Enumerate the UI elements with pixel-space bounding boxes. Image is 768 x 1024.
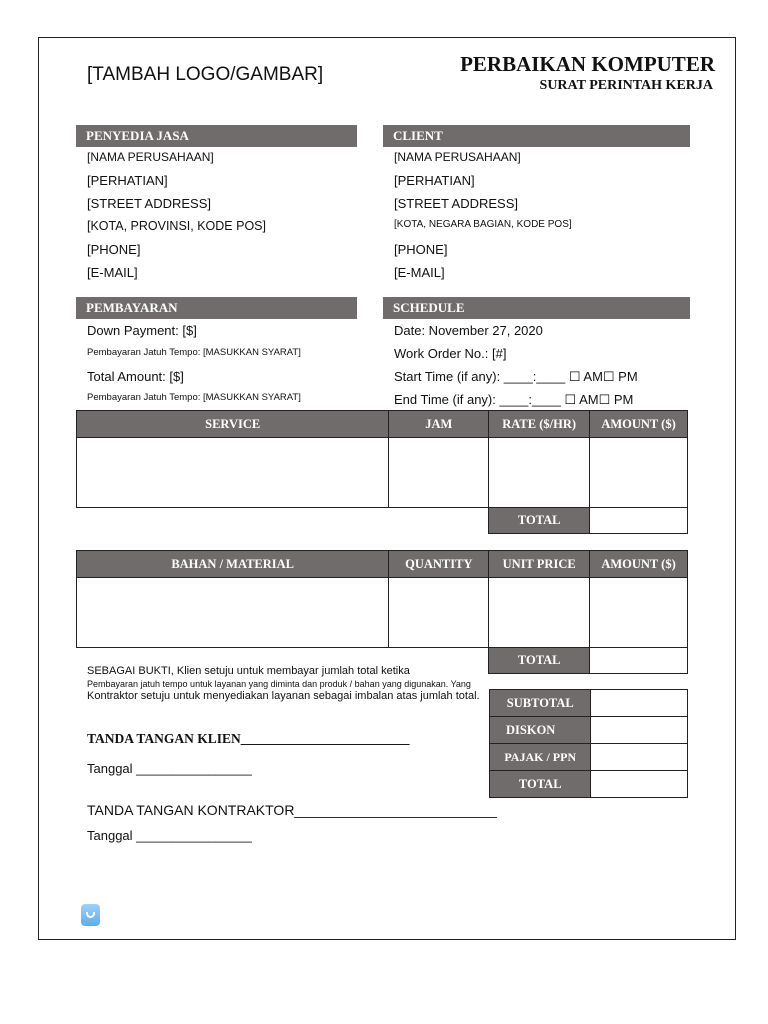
client-heading: CLIENT [383,125,690,147]
unit-price-header: UNIT PRICE [489,551,590,578]
diskon-label: DISKON [490,717,591,744]
material-amount-cell[interactable] [590,578,688,648]
client-signature-line[interactable]: TANDA TANGAN KLIEN_________________________ [87,731,410,746]
client-company[interactable]: [NAMA PERUSAHAAN] [394,150,521,164]
total-amount[interactable]: Total Amount: [$] [87,369,184,384]
provider-city[interactable]: [KOTA, PROVINSI, KODE POS] [87,219,266,233]
agreement-line-2: Pembayaran jatuh tempo untuk layanan yang diminta dan produk / bahan yang digunakan. Yang [87,679,471,689]
material-total-label: TOTAL [489,648,590,674]
material-table [76,550,688,674]
unit-price-cell[interactable] [489,578,590,648]
subtotal-label: SUBTOTAL [490,690,591,717]
work-order-page [38,37,736,940]
diskon-value[interactable] [591,717,688,744]
client-phone[interactable]: [PHONE] [394,242,448,257]
quantity-header: QUANTITY [389,551,489,578]
document-title: PERBAIKAN KOMPUTER [460,52,715,76]
start-time[interactable]: Start Time (if any): ____:____ ☐ AM☐ PM [394,369,638,384]
provider-email[interactable]: [E-MAIL] [87,265,138,280]
payment-due-1[interactable]: Pembayaran Jatuh Tempo: [MASUKKAN SYARAT] [87,347,301,358]
material-cell[interactable] [77,578,389,648]
end-time[interactable]: End Time (if any): ____:____ ☐ AM☐ PM [394,392,634,407]
provider-heading: PENYEDIA JASA [76,125,357,147]
service-cell[interactable] [77,438,389,508]
service-table [76,410,688,534]
down-payment[interactable]: Down Payment: [$] [87,323,197,338]
document-subtitle: SURAT PERINTAH KERJA [539,78,713,93]
subtotal-value[interactable] [591,690,688,717]
provider-phone[interactable]: [PHONE] [87,242,141,257]
rate-cell[interactable] [489,438,590,508]
payment-heading: PEMBAYARAN [76,297,357,319]
app-badge-icon[interactable] [81,904,100,926]
pajak-label: PAJAK / PPN [490,744,591,771]
provider-attention[interactable]: [PERHATIAN] [87,173,168,188]
material-header: BAHAN / MATERIAL [77,551,389,578]
service-total-value[interactable] [590,508,688,534]
provider-street[interactable]: [STREET ADDRESS] [87,196,212,211]
grand-total-value[interactable] [591,771,688,798]
material-total-value[interactable] [590,648,688,674]
provider-company[interactable]: [NAMA PERUSAHAAN] [87,150,214,164]
grand-total-label: TOTAL [490,771,591,798]
service-header: SERVICE [77,411,389,438]
quantity-cell[interactable] [389,578,489,648]
client-attention[interactable]: [PERHATIAN] [394,173,475,188]
schedule-date[interactable]: Date: November 27, 2020 [394,323,543,338]
client-city[interactable]: [KOTA, NEGARA BAGIAN, KODE POS] [394,219,572,230]
agreement-line-3: Kontraktor setuju untuk menyediakan layanan sebagai imbalan atas jumlah total. [87,690,480,702]
pajak-value[interactable] [591,744,688,771]
client-date-line[interactable]: Tanggal ________________ [87,761,252,776]
jam-header: JAM [389,411,489,438]
contractor-signature-line[interactable]: TANDA TANGAN KONTRAKTOR__________________________ [87,802,497,818]
rate-header: RATE ($/HR) [489,411,590,438]
jam-cell[interactable] [389,438,489,508]
agreement-line-1: SEBAGAI BUKTI, Klien setuju untuk membayar jumlah total ketika [87,665,410,677]
amount-header: AMOUNT ($) [590,411,688,438]
summary-table [489,689,688,798]
material-amount-header: AMOUNT ($) [590,551,688,578]
logo-placeholder[interactable]: [TAMBAH LOGO/GAMBAR] [87,64,324,85]
amount-cell[interactable] [590,438,688,508]
client-street[interactable]: [STREET ADDRESS] [394,196,519,211]
payment-due-2[interactable]: Pembayaran Jatuh Tempo: [MASUKKAN SYARAT] [87,392,301,403]
schedule-heading: SCHEDULE [383,297,690,319]
work-order-number[interactable]: Work Order No.: [#] [394,346,507,361]
service-total-label: TOTAL [489,508,590,534]
client-email[interactable]: [E-MAIL] [394,265,445,280]
contractor-date-line[interactable]: Tanggal ________________ [87,828,252,843]
